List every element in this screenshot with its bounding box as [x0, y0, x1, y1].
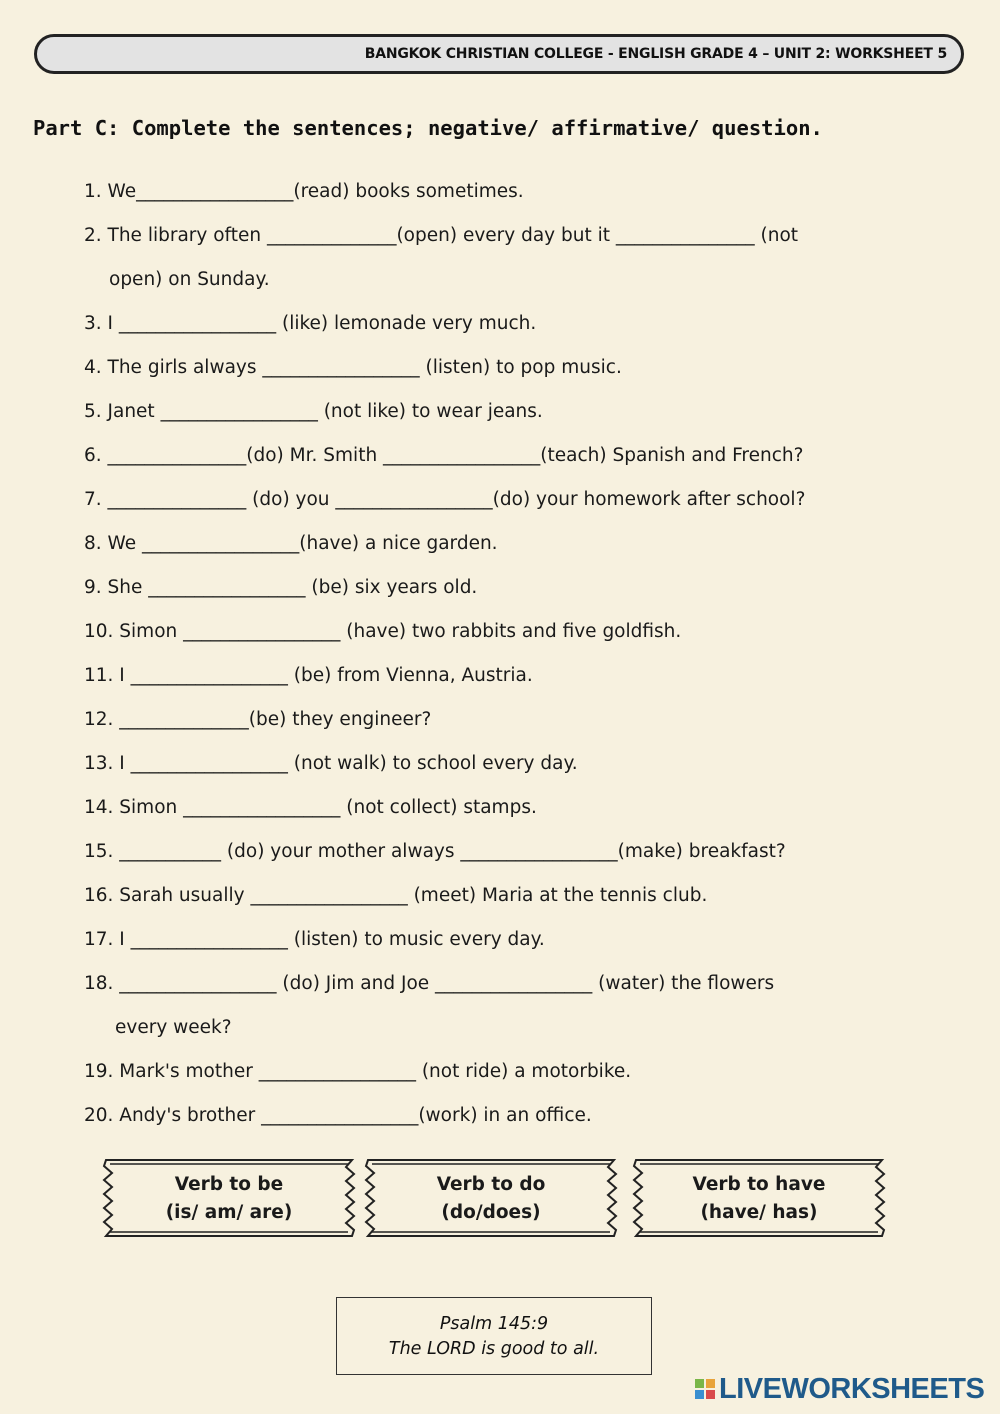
- liveworksheets-icon: [694, 1377, 716, 1401]
- sentence-list: [84, 170, 944, 1138]
- liveworksheets-logo: [694, 1373, 984, 1405]
- psalm-box: [336, 1297, 652, 1375]
- part-title: Part C: Complete the sentences; negative/ affirmative/ question.: [33, 116, 823, 140]
- verb-to-do-label: Verb to do: [436, 1174, 546, 1195]
- sentence-5: 5. Janet _________________ (not like) to wear jeans.: [84, 401, 543, 422]
- verb-to-have-label: Verb to have: [692, 1174, 826, 1195]
- sentence-18-continued: every week?: [115, 1017, 232, 1038]
- header-bar: [34, 34, 964, 74]
- sentence-19: 19. Mark's mother _________________ (not ride) a motorbike.: [84, 1061, 632, 1082]
- sentence-7: 7. _______________ (do) you _________________(do) your homework after school?: [84, 489, 806, 510]
- sentence-6: 6. _______________(do) Mr. Smith _________________(teach) Spanish and French?: [84, 445, 804, 466]
- verb-to-have-forms: (have/ has): [700, 1202, 818, 1223]
- psalm-reference: Psalm 145:9: [439, 1314, 549, 1334]
- sentence-15: 15. ___________ (do) your mother always _________________(make) breakfast?: [84, 841, 786, 862]
- brand-name: LIVEWORKSHEETS: [719, 1372, 985, 1405]
- sentence-17: 17. I _________________ (listen) to music every day.: [84, 929, 545, 950]
- sentence-4: 4. The girls always _________________ (listen) to pop music.: [84, 357, 622, 378]
- sentence-12: 12. ______________(be) they engineer?: [84, 709, 432, 730]
- sentence-10: 10. Simon _________________ (have) two rabbits and five goldfish.: [84, 621, 682, 642]
- sentence-9: 9. She _________________ (be) six years old.: [84, 577, 478, 598]
- sentence-14: 14. Simon _________________ (not collect) stamps.: [84, 797, 537, 818]
- sentence-11: 11. I _________________ (be) from Vienna, Austria.: [84, 665, 533, 686]
- sentence-2-continued: open) on Sunday.: [109, 269, 270, 290]
- verb-to-have-box: [630, 1158, 888, 1238]
- verb-to-be-label: Verb to be: [174, 1174, 284, 1195]
- sentence-20: 20. Andy's brother _________________(work) in an office.: [84, 1105, 592, 1126]
- sentence-1: 1. We_________________(read) books sometimes.: [84, 181, 524, 202]
- sentence-16: 16. Sarah usually _________________ (meet) Maria at the tennis club.: [84, 885, 708, 906]
- verb-to-be-box: [100, 1158, 358, 1238]
- verb-to-be-forms: (is/ am/ are): [165, 1202, 293, 1223]
- verb-to-do-box: [362, 1158, 620, 1238]
- sentence-3: 3. I _________________ (like) lemonade very much.: [84, 313, 537, 334]
- verb-to-do-forms: (do/does): [441, 1202, 541, 1223]
- sentence-13: 13. I _________________ (not walk) to school every day.: [84, 753, 578, 774]
- psalm-verse: The LORD is good to all.: [388, 1339, 600, 1359]
- sentence-8: 8. We _________________(have) a nice garden.: [84, 533, 498, 554]
- sentence-2: 2. The library often ______________(open) every day but it _______________ (not: [84, 225, 799, 246]
- verb-reference-boxes: [100, 1158, 890, 1240]
- sentence-18: 18. _________________ (do) Jim and Joe _________________ (water) the flowers: [84, 973, 775, 994]
- worksheet-title: BANGKOK CHRISTIAN COLLEGE - ENGLISH GRADE 4 – UNIT 2: WORKSHEET 5: [364, 46, 947, 62]
